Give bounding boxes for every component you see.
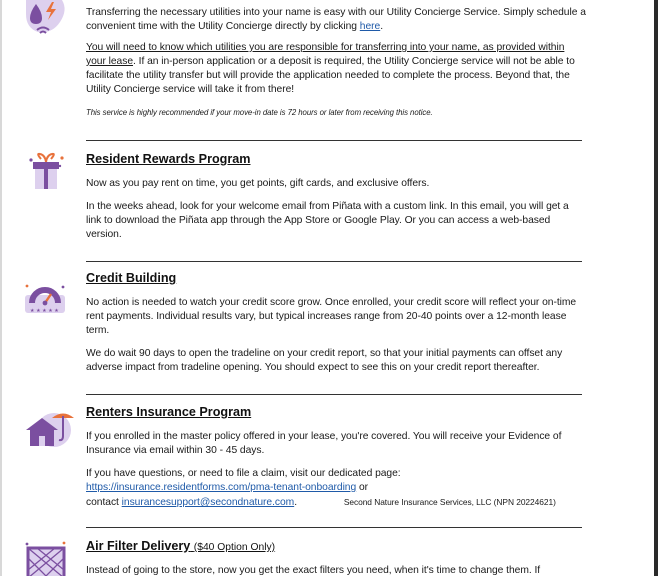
utility-paragraph-2-rest: . If an in-person application or a deposit is required, the Utility Concierge service will not be able to facilitate the utility transfer but will provide the application needed to complete the process. Beyond that, the Utility Concierge service will take it from there!	[86, 56, 575, 95]
gift-icon	[26, 152, 66, 194]
air-filter-icon	[24, 540, 68, 576]
utility-note: This service is highly recommended if your move-in date is 72 hours or later from receiving this notice.	[86, 108, 433, 117]
filter-title-text: Air Filter Delivery	[86, 539, 191, 553]
credit-section	[86, 296, 586, 375]
rewards-title: Resident Rewards Program	[86, 152, 251, 166]
credit-gauge-icon	[24, 282, 68, 316]
utility-paragraph-2-underlined: You will need to know which utilities you are responsible for transferring into your name, as provided within your lease	[86, 42, 565, 67]
utility-icon	[22, 0, 74, 40]
insurance-paragraph-2	[86, 467, 586, 510]
divider	[86, 394, 582, 395]
filter-paragraph-1: Instead of going to the store, now you get the exact filters you need, when it's time to change them. If	[86, 565, 541, 576]
insurance-contact-label: contact	[86, 497, 119, 508]
insurance-contact-period: .	[294, 497, 297, 508]
utility-section	[86, 6, 586, 120]
utility-paragraph-1-text: Transferring the necessary utilities into your name is easy with our Utility Concierge Service. Simply schedule a convenient time with the Utility Concierge directly by clicking	[86, 7, 586, 32]
insurance-paragraph-1: If you enrolled in the master policy offered in your lease, you're covered. You will receive your Evidence of Insurance via email within 30 - 45 days.	[86, 431, 562, 456]
insurance-url-link[interactable]: https://insurance.residentforms.com/pma-tenant-onboarding	[86, 482, 357, 493]
rewards-section	[86, 177, 586, 242]
utility-paragraph-2	[86, 41, 586, 97]
insurance-or-text: or	[358, 482, 369, 493]
divider	[86, 261, 582, 262]
rewards-paragraph-1: Now as you pay rent on time, you get points, gift cards, and exclusive offers.	[86, 178, 430, 189]
insurance-npn: Second Nature Insurance Services, LLC (NPN 20224621)	[343, 497, 556, 507]
filter-title-suffix: ($40 Option Only)	[193, 542, 276, 553]
utility-here-link[interactable]: here	[359, 21, 381, 32]
insurance-section	[86, 430, 586, 510]
page-edge-right	[654, 0, 658, 576]
rewards-paragraph-2: In the weeks ahead, look for your welcome email from Piñata with a custom link. In this email, you will get a link to download the Piñata app through the App Store or Google Play. Or you can access a web-based version.	[86, 201, 569, 240]
utility-paragraph-1: Transferring the necessary utilities into your name is easy with our Utility Concierge Service. Simply schedule a convenient time with the Utility Concierge directly by clicking here.	[86, 7, 586, 32]
svg-text:★ ★ ★ ★ ★: ★ ★ ★ ★ ★	[30, 308, 59, 314]
credit-paragraph-2: We do wait 90 days to open the tradeline on your credit report, so that your initial payments can offset any adverse impact from tradeline opening. You should expect to see this on your credit report thereafter.	[86, 348, 563, 373]
divider	[86, 527, 582, 528]
house-umbrella-icon	[22, 406, 74, 452]
credit-paragraph-1: No action is needed to watch your credit score grow. Once enrolled, your credit score will reflect your on-time rent payments. Individual results vary, but typical increases range from 20-40 points over a 12-month lease term.	[86, 297, 577, 336]
divider	[86, 140, 582, 141]
insurance-paragraph-2-text: If you have questions, or need to file a claim, visit our dedicated page:	[86, 468, 401, 479]
page-edge-left	[0, 0, 2, 576]
credit-title: Credit Building	[86, 271, 177, 285]
insurance-email-link[interactable]: insurancesupport@secondnature.com	[121, 497, 295, 508]
filter-title	[86, 539, 275, 553]
insurance-title: Renters Insurance Program	[86, 405, 252, 419]
